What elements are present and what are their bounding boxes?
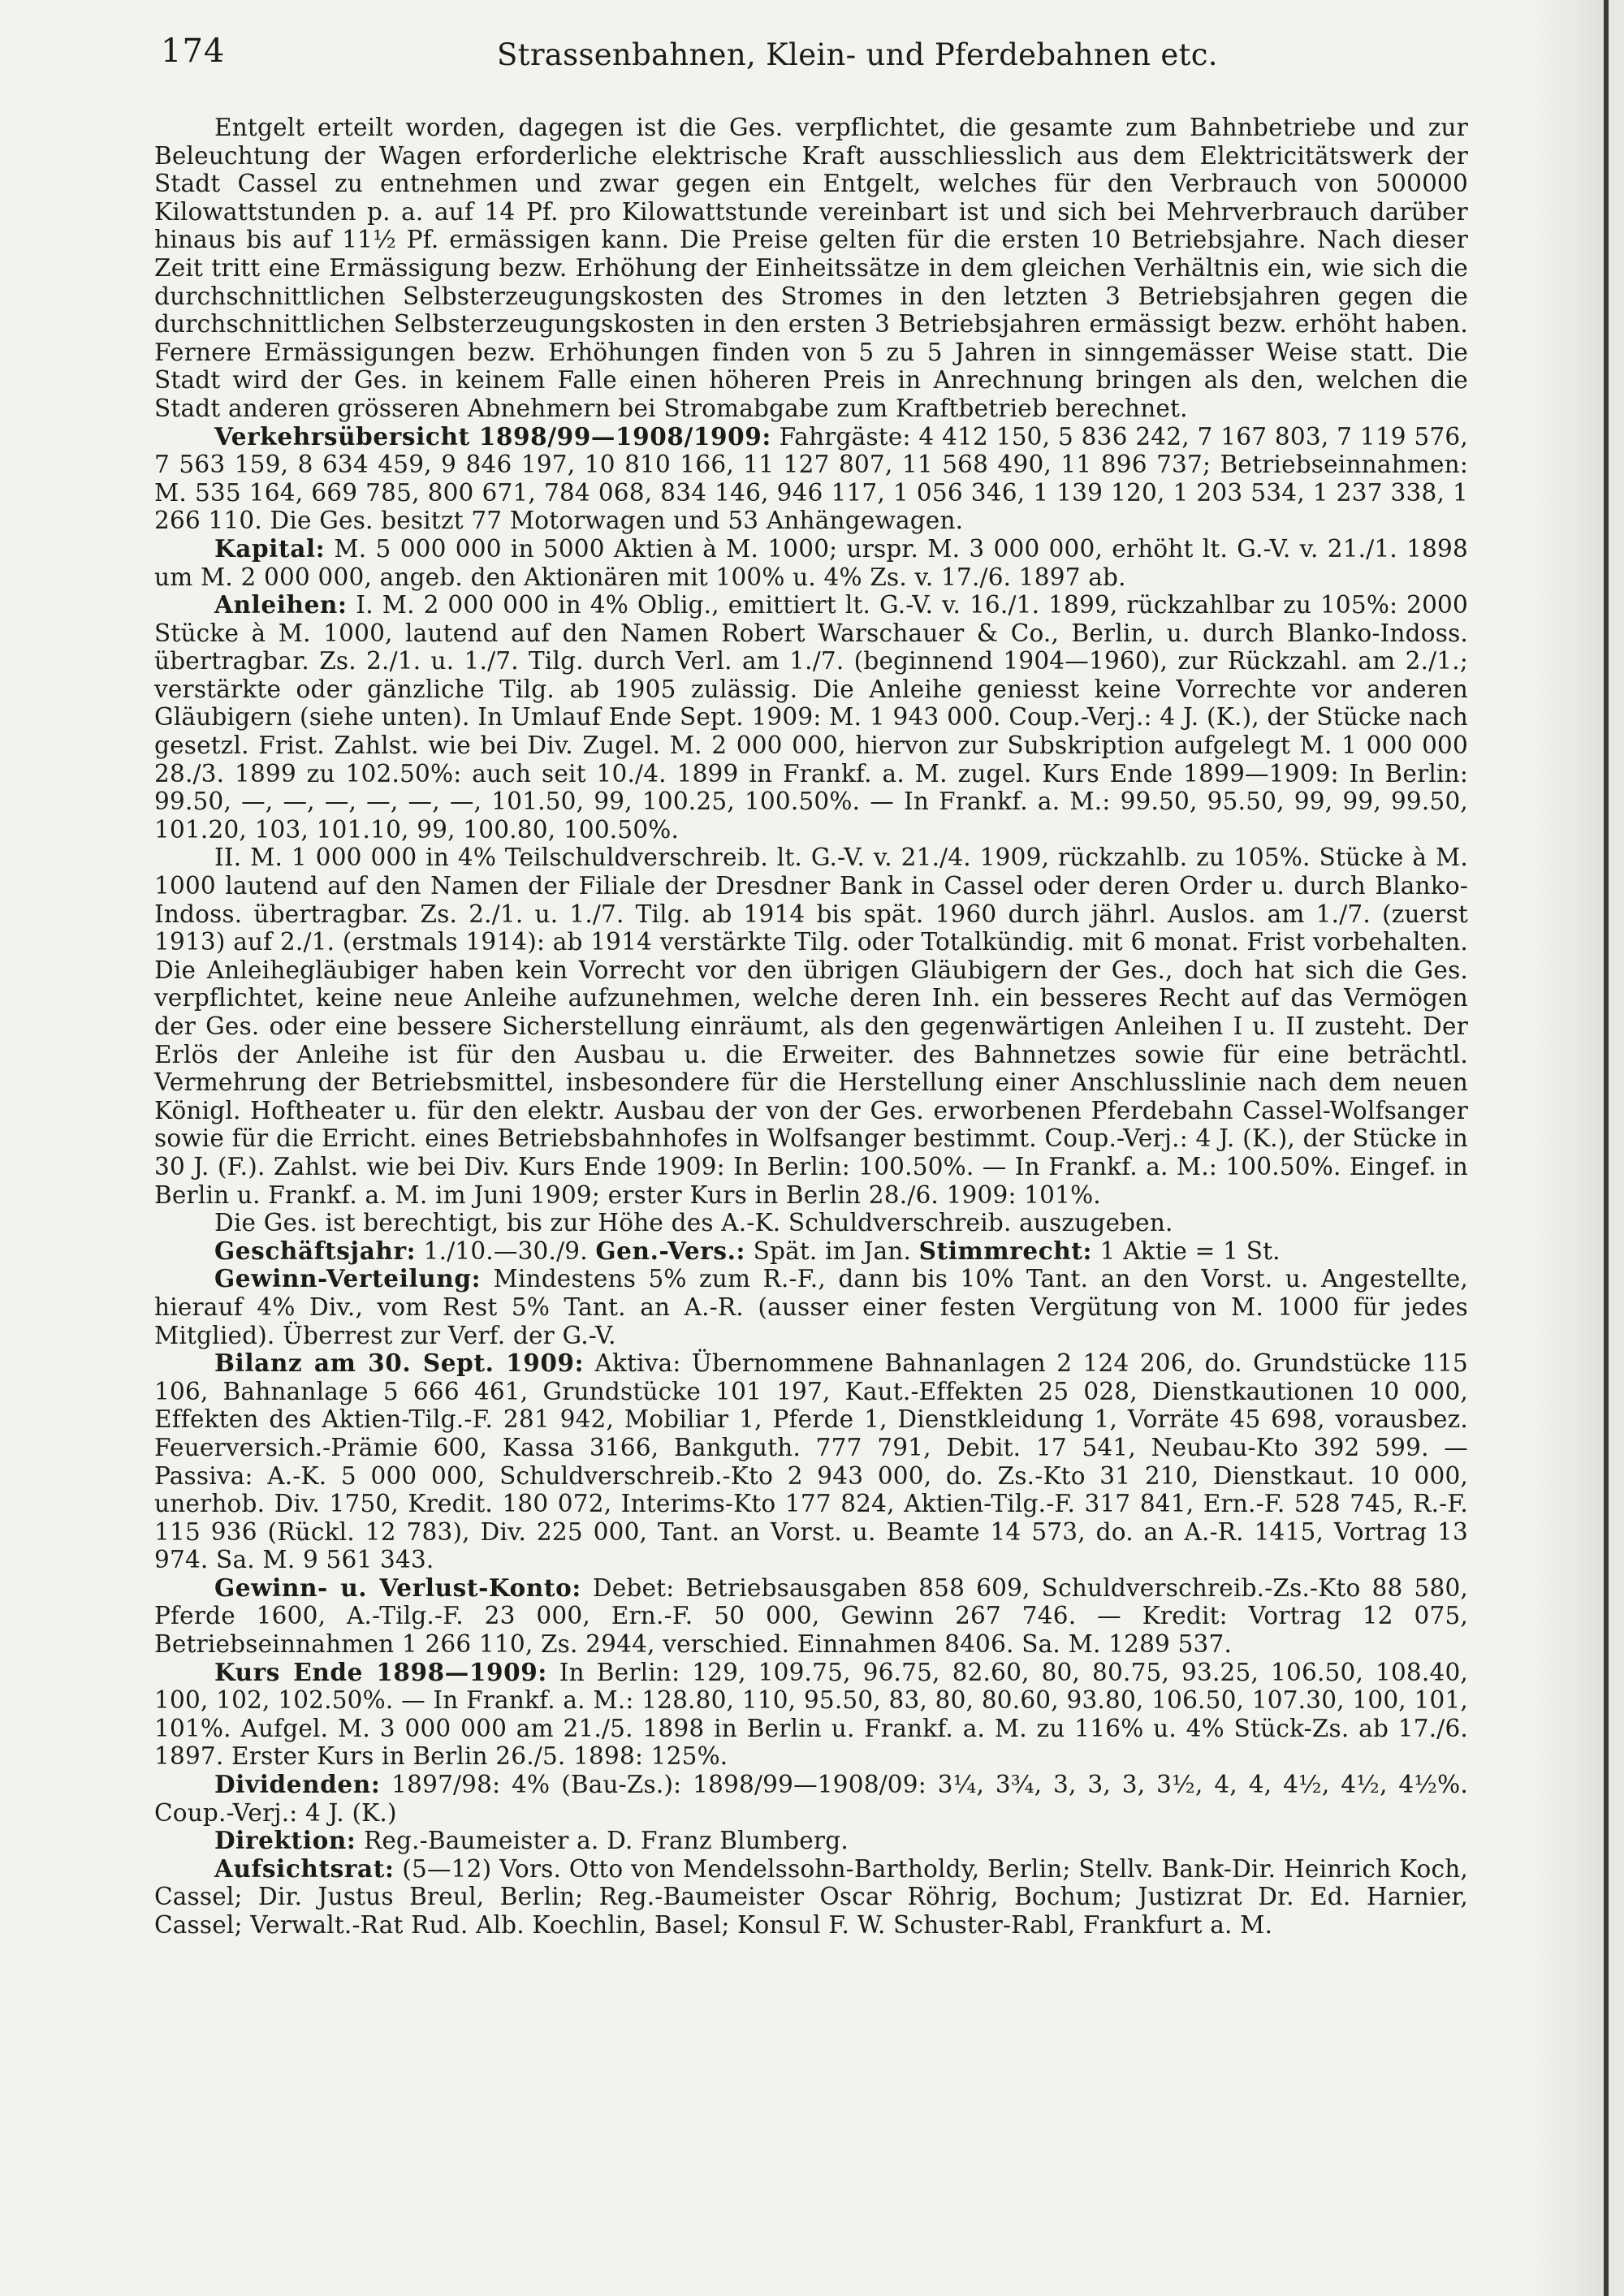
heading-bilanz: Bilanz am 30. Sept. 1909: bbox=[214, 1349, 585, 1378]
page-gutter-shadow bbox=[1535, 0, 1604, 2296]
heading-dividenden: Dividenden: bbox=[214, 1770, 381, 1799]
text-kapital: M. 5 000 000 in 5000 Aktien à M. 1000; urspr. M. 3 000 000, erhöht lt. G.-V. v. 21./1. 1898 um M. 2 000 000, angeb. den Aktionären mit 100% u. 4% Zs. v. 17./6. 1897 ab. bbox=[154, 534, 1468, 591]
text-kurs: In Berlin: 129, 109.75, 96.75, 82.60, 80, 80.75, 93.25, 106.50, 108.40, 100, 102, 102.50%. — In Frankf. a. M.: 128.80, 110, 95.50, 83, 80, 80.60, 93.80, 106.50, 107.30, 100, 101, 101%. Aufgel. M. 3 000 000 am 21./5. 1898 in Berlin u. Frankf. a. M. zu 116% u. 4% Stück-Zs. ab 17./6. 1897. Erster Kurs in Berlin 26./5. 1898: 125%. bbox=[154, 1658, 1468, 1771]
section-berechtigung: Die Ges. ist berechtigt, bis zur Höhe des A.-K. Schuldverschreib. auszugeben. bbox=[214, 1209, 1173, 1237]
section-verkehr bbox=[154, 423, 1468, 535]
heading-anleihen: Anleihen: bbox=[214, 590, 348, 619]
text-gewinn-verlust: Debet: Betriebsausgaben 858 609, Schuldverschreib.-Zs.-Kto 88 580, Pferde 1600, A.-Tilg.-F. 23 000, Ern.-F. 50 000, Gewinn 267 746. — Kredit: Vortrag 12 075, Betriebseinnahmen 1 266 110, Zs. 2944, verschied. Einnahmen 8406. Sa. M. 1289 537. bbox=[154, 1573, 1468, 1659]
heading-gewinn-verteilung: Gewinn-Verteilung: bbox=[214, 1264, 482, 1293]
text-gen-vers: Spät. im Jan. bbox=[745, 1236, 919, 1265]
heading-direktion: Direktion: bbox=[214, 1826, 356, 1855]
text-gewinn-verteilung: Mindestens 5% zum R.-F., dann bis 10% Tant. an den Vorst. u. Angestellte, hierauf 4% Div., vom Rest 5% Tant. an A.-R. (ausser einer festen Vergütung von M. 1000 für jedes Mitglied). Überrest zur Verf. der G.-V. bbox=[154, 1265, 1468, 1349]
heading-geschaeftsjahr: Geschäftsjahr: bbox=[214, 1236, 417, 1265]
section-aufsichtsrat bbox=[154, 1855, 1468, 1940]
paragraph-power-contract: Entgelt erteilt worden, dagegen ist die Ges. verpflichtet, die gesamte zum Bahnbetriebe und zur Beleuchtung der Wagen erforderliche elektrische Kraft ausschliesslich aus dem Elektricitätswerk der Stadt Cassel zu entnehmen und zwar gegen ein Entgelt, welches für den Verbrauch von 500000 Kilowattstunden p. a. auf 14 Pf. pro Kilowattstunde vereinbart ist und sich bei Mehrverbrauch darüber hinaus bis auf 11½ Pf. ermässigen kann. Die Preise gelten für die ersten 10 Betriebsjahre. Nach dieser Zeit tritt eine Ermässigung bezw. Erhöhung der Einheitssätze in dem gleichen Verhältnis ein, wie sich die durchschnittlichen Selbsterzeugungskosten des Stromes in den letzten 3 Betriebsjahren gegen die durchschnittlichen Selbsterzeugungskosten in den ersten 3 Betriebsjahren ermässigt bezw. erhöht haben. Fernere Ermässigungen bezw. Erhöhungen finden von 5 zu 5 Jahren in sinngemässer Weise statt. Die Stadt wird der Ges. in keinem Falle einen höheren Preis in Anrechnung bringen als den, welchen die Stadt anderen grösseren Abnehmern bei Stromabgabe zum Kraftbetrieb berechnet. bbox=[154, 114, 1468, 422]
page-number: 174 bbox=[161, 32, 226, 70]
text-direktion: Reg.-Baumeister a. D. Franz Blumberg. bbox=[356, 1827, 849, 1855]
section-bilanz bbox=[154, 1349, 1468, 1574]
section-kurs bbox=[154, 1659, 1468, 1771]
text-dividenden: 1897/98: 4% (Bau-Zs.): 1898/99—1908/09: 3¼, 3¾, 3, 3, 3, 3½, 4, 4, 4½, 4½, 4½%. Coup.-Verj.: 4 J. (K.) bbox=[154, 1771, 1468, 1827]
section-anleihen bbox=[154, 591, 1468, 844]
heading-gen-vers: Gen.-Vers.: bbox=[595, 1236, 745, 1265]
heading-stimmrecht: Stimmrecht: bbox=[918, 1236, 1093, 1265]
text-stimmrecht: 1 Aktie = 1 St. bbox=[1092, 1236, 1281, 1265]
text-bilanz: Aktiva: Übernommene Bahnanlagen 2 124 206, do. Grundstücke 115 106, Bahnanlage 5 666 461, Grundstücke 101 197, Kaut.-Effekten 25 028, Dienstkautionen 10 000, Effekten des Aktien-Tilg.-F. 281 942, Mobiliar 1, Pferde 1, Dienstkleidung 1, Vorräte 45 698, vorausbez. Feuerversich.-Prämie 600, Kassa 3166, Bankguth. 777 791, Debit. 17 541, Neubau-Kto 392 599. — Passiva: A.-K. 5 000 000, Schuldverschreib.-Kto 2 943 000, do. Zs.-Kto 31 210, Dienstkaut. 10 000, unerhob. Div. 1750, Kredit. 180 072, Interims-Kto 177 824, Aktien-Tilg.-F. 317 841, Ern.-F. 528 745, R.-F. 115 936 (Rückl. 12 783), Div. 225 000, Tant. an Vorst. u. Beamte 14 573, do. an A.-R. 1415, Vortrag 13 974. Sa. M. 9 561 343. bbox=[154, 1349, 1469, 1574]
heading-verkehr: Verkehrsübersicht 1898/99—1908/1909: bbox=[214, 421, 771, 451]
text-anleihen: I. M. 2 000 000 in 4% Oblig., emittiert lt. G.-V. v. 16./1. 1899, rückzahlbar zu 105%: 2000 Stücke à M. 1000, lautend auf den Namen Robert Warschauer & Co., Berlin, u. durch Blanko-Indoss. übertragbar. Zs. 2./1. u. 1./7. Tilg. durch Verl. am 1./7. (beginnend 1904—1960), zur Rückzahl. am 2./1.; verstärkte oder gänzliche Tilg. ab 1905 zulässig. Die Anleihe geniesst keine Vorrechte vor anderen Gläubigern (siehe unten). In Umlauf Ende Sept. 1909: M. 1 943 000. Coup.-Verj.: 4 J. (K.), der Stücke nach gesetzl. Frist. Zahlst. wie bei Div. Zugel. M. 2 000 000, hiervon zur Subskription aufgelegt M. 1 000 000 28./3. 1899 zu 102.50%: auch seit 10./4. 1899 in Frankf. a. M. zugel. Kurs Ende 1899—1909: In Berlin: 99.50, —, —, —, —, —, —, 101.50, 99, 100.25, 100.50%. — In Frankf. a. M.: 99.50, 95.50, 99, 99, 99.50, 101.20, 103, 101.10, 99, 100.80, 100.50%. bbox=[154, 591, 1468, 844]
section-anleihe-2: II. M. 1 000 000 in 4% Teilschuldverschreib. lt. G.-V. v. 21./4. 1909, rückzahlb. zu 105%. Stücke à M. 1000 lautend auf den Namen der Filiale der Dresdner Bank in Cassel oder deren Order u. durch Blanko-Indoss. übertragbar. Zs. 2./1. u. 1./7. Tilg. ab 1914 bis spät. 1960 durch jährl. Auslos. am 1./7. (zuerst 1913) auf 2./1. (erstmals 1914): ab 1914 verstärkte Tilg. oder Totalkündig. mit 6 monat. Frist vorbehalten. Die Anleihegläubiger haben kein Vorrecht vor den übrigen Gläubigern der Ges., doch hat sich die Ges. verpflichtet, keine neue Anleihe aufzunehmen, welche deren Inh. ein besseres Recht auf das Vermögen der Ges. oder eine bessere Sicherstellung einräumt, als den gegenwärtigen Anleihen I u. II zusteht. Der Erlös der Anleihe ist für den Ausbau u. die Erweiter. des Bahnnetzes sowie für eine beträchtl. Vermehrung der Betriebsmittel, insbesondere für die Herstellung einer Anschlusslinie nach dem neuen Königl. Hoftheater u. für den elektr. Ausbau der von der Ges. erworbenen Pferdebahn Cassel-Wolfsanger sowie für die Erricht. eines Betriebsbahnhofes in Wolfsanger bestimmt. Coup.-Verj.: 4 J. (K.), der Stücke in 30 J. (F.). Zahlst. wie bei Div. Kurs Ende 1909: In Berlin: 100.50%. — In Frankf. a. M.: 100.50%. Eingef. in Berlin u. Frankf. a. M. im Juni 1909; erster Kurs in Berlin 28./6. 1909: 101%. bbox=[154, 844, 1468, 1209]
body-text bbox=[154, 114, 1468, 1940]
section-geschaeftsjahr bbox=[154, 1237, 1468, 1266]
heading-aufsichtsrat: Aufsichtsrat: bbox=[214, 1854, 395, 1883]
running-title: Strassenbahnen, Klein- und Pferdebahnen etc. bbox=[497, 37, 1218, 72]
section-direktion bbox=[154, 1827, 1468, 1855]
text-aufsichtsrat: (5—12) Vors. Otto von Mendelssohn-Bartholdy, Berlin; Stellv. Bank-Dir. Heinrich Koch, Cassel; Dir. Justus Breul, Berlin; Reg.-Baumeister Oscar Röhrig, Bochum; Justizrat Dr. Ed. Harnier, Cassel; Verwalt.-Rat Rud. Alb. Koechlin, Basel; Konsul F. W. Schuster-Rabl, Frankfurt a. M. bbox=[154, 1854, 1468, 1939]
facing-page-edge bbox=[1604, 0, 1624, 2296]
section-gewinn-verteilung bbox=[154, 1265, 1468, 1349]
heading-kapital: Kapital: bbox=[214, 533, 326, 563]
text-geschaeftsjahr: 1./10.—30./9. bbox=[416, 1236, 596, 1265]
heading-kurs: Kurs Ende 1898—1909: bbox=[214, 1657, 547, 1686]
heading-gewinn-verlust: Gewinn- u. Verlust-Konto: bbox=[214, 1573, 581, 1602]
section-dividenden bbox=[154, 1771, 1468, 1827]
text-verkehr: Fahrgäste: 4 412 150, 5 836 242, 7 167 803, 7 119 576, 7 563 159, 8 634 459, 9 846 197, 10 810 166, 11 127 807, 11 568 490, 11 896 737; Betriebseinnahmen: M. 535 164, 669 785, 800 671, 784 068, 834 146, 946 117, 1 056 346, 1 139 120, 1 203 534, 1 237 338, 1 266 110. Die Ges. besitzt 77 Motorwagen und 53 Anhängewagen. bbox=[154, 422, 1468, 535]
section-gewinn-verlust bbox=[154, 1574, 1468, 1659]
section-kapital bbox=[154, 535, 1468, 591]
